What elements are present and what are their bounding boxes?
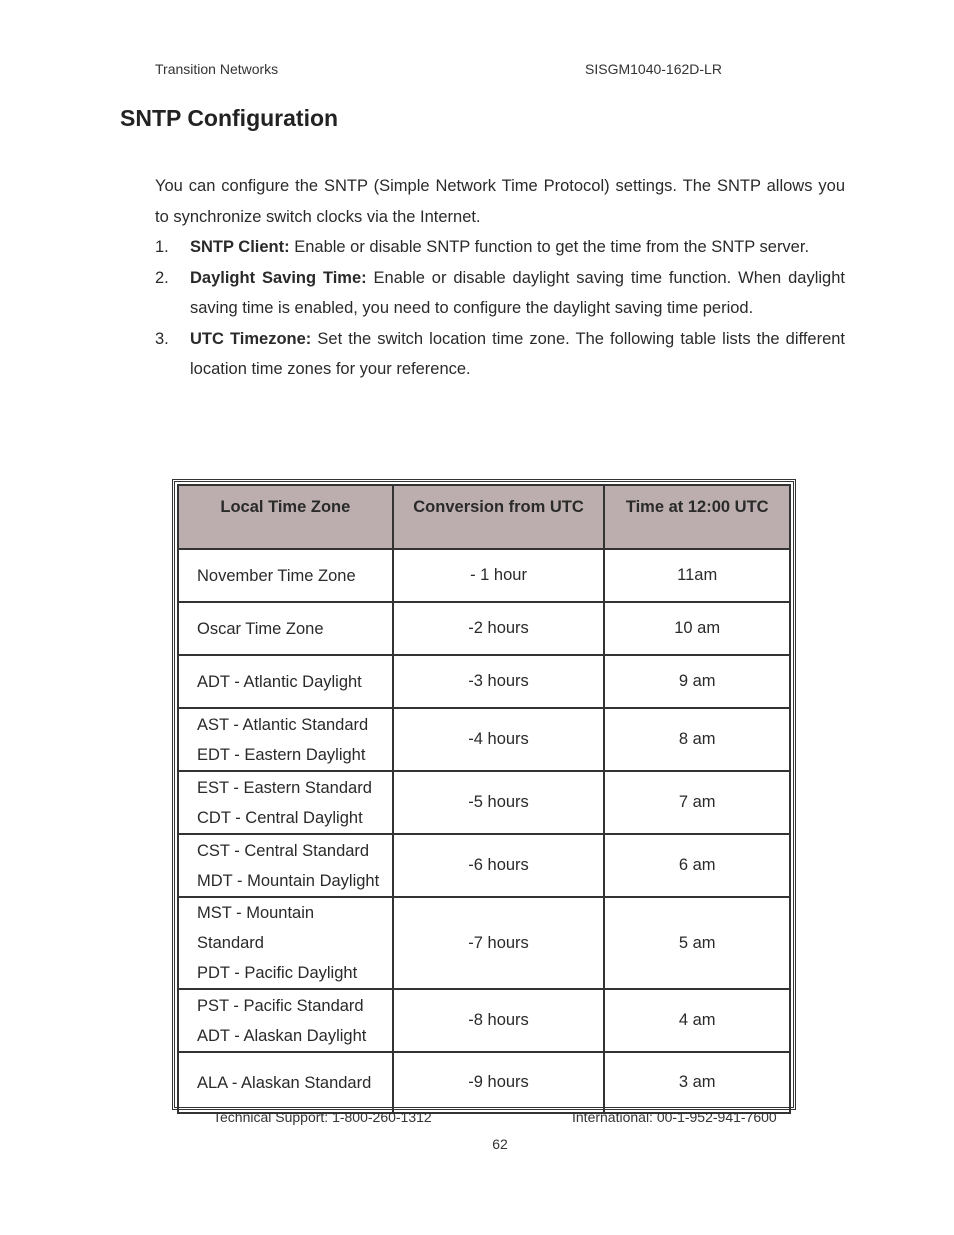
time-zone-name: MST - Mountain Standard bbox=[197, 904, 315, 952]
cell-local-time-zone bbox=[178, 602, 393, 655]
cell-time: 10 am bbox=[604, 602, 790, 655]
column-header-conversion: Conversion from UTC bbox=[393, 485, 605, 549]
cell-time: 11am bbox=[604, 549, 790, 602]
time-zone-name: November Time Zone bbox=[197, 566, 356, 585]
cell-local-time-zone bbox=[178, 897, 393, 989]
cell-local-time-zone bbox=[178, 771, 393, 834]
table-row bbox=[178, 771, 790, 834]
cell-time: 6 am bbox=[604, 834, 790, 897]
list-item bbox=[155, 232, 845, 263]
header-model: SISGM1040-162D-LR bbox=[585, 61, 722, 77]
table-row bbox=[178, 989, 790, 1052]
table-header-row bbox=[178, 485, 790, 549]
cell-time: 4 am bbox=[604, 989, 790, 1052]
table-row bbox=[178, 602, 790, 655]
time-zone-name: ADT - Alaskan Daylight bbox=[197, 1026, 367, 1045]
table-row bbox=[178, 549, 790, 602]
time-zone-name: EDT - Eastern Daylight bbox=[197, 745, 366, 764]
table-row bbox=[178, 708, 790, 771]
timezone-table bbox=[177, 484, 791, 1114]
cell-time: 3 am bbox=[604, 1052, 790, 1113]
time-zone-name: CST - Central Standard bbox=[197, 841, 370, 860]
list-item-number: 3. bbox=[155, 329, 169, 348]
time-zone-name: PDT - Pacific Daylight bbox=[197, 964, 358, 982]
cell-time: 8 am bbox=[604, 708, 790, 771]
list-item-text: Enable or disable daylight saving time function. When daylight saving time is enabled, you need to configure the daylight saving time period. bbox=[190, 268, 845, 317]
timezone-table-frame bbox=[172, 479, 796, 1110]
list-item-label: UTC Timezone: bbox=[190, 329, 312, 348]
cell-conversion: -3 hours bbox=[393, 655, 605, 708]
header-company: Transition Networks bbox=[155, 61, 279, 77]
cell-conversion: -8 hours bbox=[393, 989, 605, 1052]
time-zone-name: ALA - Alaskan Standard bbox=[197, 1073, 372, 1092]
time-zone-name: MDT - Mountain Daylight bbox=[197, 871, 380, 890]
table-row bbox=[178, 1052, 790, 1113]
table-row bbox=[178, 655, 790, 708]
time-zone-name: AST - Atlantic Standard bbox=[197, 715, 369, 734]
list-item-text: Enable or disable SNTP function to get the time from the SNTP server. bbox=[294, 238, 810, 256]
list-item bbox=[155, 263, 845, 324]
cell-local-time-zone bbox=[178, 834, 393, 897]
table-row bbox=[178, 897, 790, 989]
list-item-label: SNTP Client: bbox=[190, 238, 290, 256]
list-item bbox=[155, 324, 845, 385]
cell-time: 7 am bbox=[604, 771, 790, 834]
list-item-text: Set the switch location time zone. The following table lists the different location time zones for your reference. bbox=[190, 329, 846, 378]
cell-time: 5 am bbox=[604, 897, 790, 989]
list-item-number: 1. bbox=[155, 238, 169, 256]
time-zone-name: PST - Pacific Standard bbox=[197, 996, 364, 1015]
time-zone-name: CDT - Central Daylight bbox=[197, 808, 363, 827]
cell-conversion: -9 hours bbox=[393, 1052, 605, 1113]
column-header-time: Time at 12:00 UTC bbox=[604, 485, 790, 549]
cell-conversion: -2 hours bbox=[393, 602, 605, 655]
footer-support: Technical Support: 1-800-260-1312 bbox=[213, 1109, 432, 1125]
cell-conversion: - 1 hour bbox=[393, 549, 605, 602]
intro-paragraph: You can configure the SNTP (Simple Network Time Protocol) settings. The SNTP allows you to synchronize switch clocks via the Internet. bbox=[155, 177, 845, 226]
cell-local-time-zone bbox=[178, 1052, 393, 1113]
cell-conversion: -7 hours bbox=[393, 897, 605, 989]
cell-local-time-zone bbox=[178, 989, 393, 1052]
list-item-label: Daylight Saving Time: bbox=[190, 268, 367, 287]
cell-local-time-zone bbox=[178, 655, 393, 708]
cell-local-time-zone bbox=[178, 549, 393, 602]
footer-international: International: 00-1-952-941-7600 bbox=[572, 1109, 777, 1125]
cell-conversion: -5 hours bbox=[393, 771, 605, 834]
time-zone-name: ADT - Atlantic Daylight bbox=[197, 672, 362, 691]
page-title: SNTP Configuration bbox=[120, 105, 339, 131]
time-zone-name: EST - Eastern Standard bbox=[197, 778, 372, 797]
cell-time: 9 am bbox=[604, 655, 790, 708]
list-item-number: 2. bbox=[155, 268, 169, 287]
table-body bbox=[178, 549, 790, 1113]
cell-conversion: -4 hours bbox=[393, 708, 605, 771]
page-number: 62 bbox=[492, 1136, 508, 1152]
table-row bbox=[178, 834, 790, 897]
cell-conversion: -6 hours bbox=[393, 834, 605, 897]
column-header-local-time-zone: Local Time Zone bbox=[178, 485, 393, 549]
settings-list bbox=[155, 232, 845, 385]
time-zone-name: Oscar Time Zone bbox=[197, 619, 324, 638]
cell-local-time-zone bbox=[178, 708, 393, 771]
